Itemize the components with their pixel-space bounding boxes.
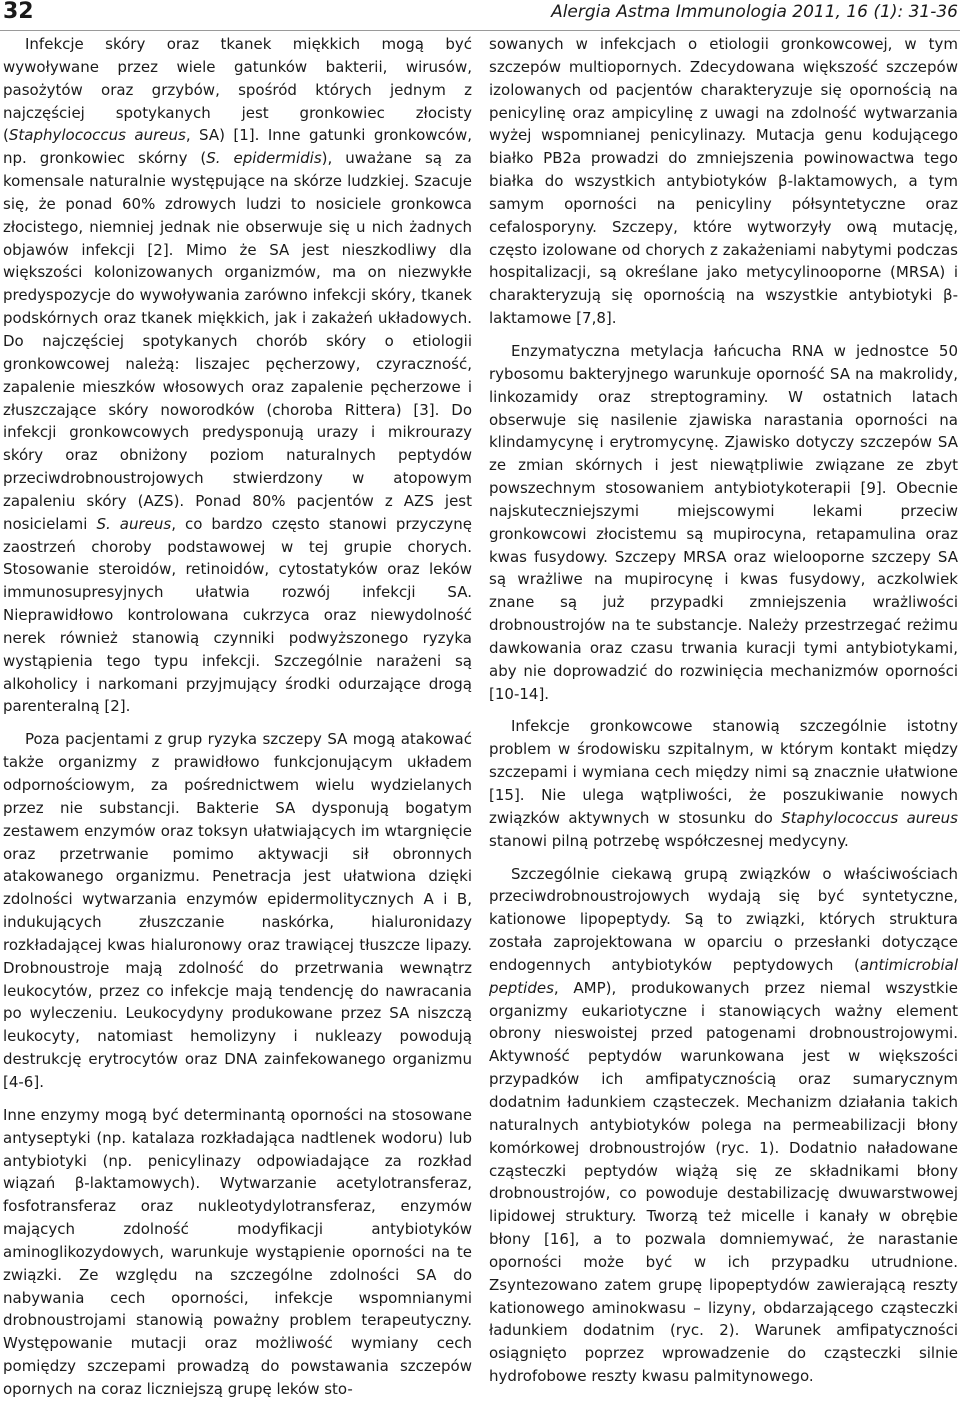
text-run: ), uważane są za komensale naturalnie występujące na skórze ludzkiej. Szacuje się, że ponad 60% zdrowych ludzi to nosiciele gronkowca złocistego, niemniej jednak nie obserwuje się u nich żadnych objawów infekcji [2]. Mimo że SA jest nieszkodliwy dla większości kolonizowanych organizmów, ma on niezwykłe predyspozycje do wywoływania zarówno infekcji skóry, tkanek podskórnych oraz tkanek miękkich, jak i zakażeń układowych. Do najczęściej spotykanych chorób skóry o etiologii gronkowcowej należą: liszajec pęcherzowy, czyraczność, zapalenie mieszków włosowych oraz zapalenie pęcherzowe i złuszczające skóry noworodków (choroba Rittera) [3]. Do infekcji gronkowcowych predysponują urazy i mikrourazy skóry oraz obniżony poziom naturalnych peptydów przeciwdrobnoustrojowych stwierdzony w atopowym zapaleniu skóry (AZS). Ponad 80% pacjentów z AZS jest nosicielami	[3, 149, 472, 533]
body-paragraph	[489, 33, 958, 330]
body-paragraph	[489, 340, 958, 706]
page-number: 32	[3, 0, 34, 24]
right-column	[489, 33, 958, 1386]
text-run: , co bardzo często stanowi przyczynę zaostrzeń choroby podstawowej w tej grupie chorych. Stosowanie steroidów, retinoidów, cytostatyków oraz leków immunosupresyjnych ułatwia rozwój infekcji SA. Nieprawidłowo kontrolowana cukrzyca oraz niewydolność nerek również stanowią czynniki podwyższonego ryzyka wystąpienia tego typu infekcji. Szczególnie narażeni są alkoholicy i narkomani przyjmujący środki odurzające drogą parenteralną [2].	[3, 514, 473, 716]
body-paragraph	[489, 715, 958, 852]
italic-term: S. epidermidis	[206, 149, 322, 168]
italic-term: Staphylococcus aureus	[8, 126, 186, 145]
text-run: Infekcje skóry oraz tkanek miękkich mogą być wywoływane przez wiele gatunków bakterii, wirusów, pasożytów oraz grzybów, spośród których jednym z najczęściej spotykanych jest gronkowiec złocisty (	[3, 35, 472, 145]
body-paragraph	[3, 1104, 472, 1401]
text-run: Szczególnie ciekawą grupą związków o właściwościach przeciwdrobnoustrojowych wydają się być syntetyczne, kationowe lipopeptydy. Są to związki, których struktura została zaprojektowana w oparciu o przesłanki dotyczące endogennych antybiotyków peptydowych (	[489, 864, 958, 974]
journal-citation: Alergia Astma Immunologia 2011, 16 (1): 31-36	[551, 2, 958, 22]
body-paragraph	[3, 728, 472, 1094]
left-column	[3, 33, 473, 1398]
text-run: Infekcje gronkowcowe stanowią szczególnie istotny problem w środowisku szpitalnym, w którym kontakt między szczepami i wymiana cech między nimi są znacznie ułatwione [15]. Nie ulega wątpliwości, że poszukiwanie nowych związków aktywnych w stosunku do	[489, 717, 958, 827]
text-run: , SA) [1]. Inne gatunki gronkowców, np. gronkowiec skórny (	[3, 126, 472, 168]
page-header	[0, 0, 960, 31]
text-run: , AMP), produkowanych przez niemal wszystkie organizmy eukariotyczne i stanowiących ważny element obrony nieswoistej przed patogenami drobnoustrojowymi. Aktywność peptydów warunkowana jest w większości przypadków ich amfipatycznością oraz sumarycznym dodatnim ładunkiem cząsteczek. Mechanizm działania takich naturalnych antybiotyków polega na permeabilizacji błony komórkowej drobnoustrojów (ryc. 1). Dodatnio naładowane cząsteczki peptydów wiążą się ze składnikami błony drobnoustrojów, co powoduje destabilizację dwuwarstwowej lipidowej struktury. Tworzą też micelle i kanały w obrębie błony [16], a to pozwala domniemywać, że narastanie oporności może być w ich przypadku utrudnione. Zsyntezowano zatem grupę lipopeptydów zawierającą reszty kationowego aminokwasu – lizyny, obdarzającego cząsteczki ładunkiem dodatnim (ryc. 2). Warunek amfipatyczności osiągnięto poprzez wprowadzenie do cząsteczki silnie hydrofobowe reszty kwasu palmitynowego.	[489, 978, 958, 1386]
italic-term: antimicrobial peptides	[489, 955, 958, 997]
text-run: stanowi pilną potrzebę współczesnej medycyny.	[489, 831, 849, 850]
italic-term: Staphylococcus aureus	[781, 808, 958, 827]
italic-term: S. aureus	[96, 514, 172, 533]
body-paragraph	[489, 863, 958, 1388]
text-run: sowanych w infekcjach o etiologii gronkowcowej, w tym szczepów multiopornych. Zdecydowana większość szczepów izolowanych od pacjentów charakteryzuje się opornością na penicylinę oraz ampicylinę z uwagi na zdolność wytwarzania wyżej wspomnianej penicylinazy. Mutacja genu kodującego białko PB2a prowadzi do zmniejszenia powinowactwa tego białka do wszystkich antybiotyków β-laktamowych, a tym samym oporności na penicyliny półsyntetyczne oraz cefalosporyny. Szczepy, które wytworzyły ową mutację, często izolowane od chorych z zakażeniami nabytymi podczas hospitalizacji, są określane jako metycylinooporne (MRSA) i charakteryzują się opornością na wszystkie antybiotyki β-laktamowe [7,8].	[489, 35, 958, 328]
text-run: Poza pacjentami z grup ryzyka szczepy SA mogą atakować także organizmy z prawidłowo funkcjonującym układem odpornościowym, za pośrednictwem wielu wydzielanych przez nie substancji. Bakterie SA dysponują bogatym zestawem enzymów oraz toksyn ułatwiających im wtargnięcie oraz przetrwanie pomimo aktywacji sił obronnych atakowanego organizmu. Penetracja jest ułatwiona dzięki zdolności wytwarzania enzymów epidermolitycznych A i B, indukujących złuszczanie naskórka, hialuronidazy rozkładającej kwas hialuronowy oraz trawiącej tłuszcze lipazy. Drobnoustroje mają zdolność do przetrwania wewnątrz leukocytów, przez co infekcje mają tendencję do nawracania po wyleczeniu. Leukocydyny produkowane przez SA niszczą leukocyty, natomiast hemolizyny i nukleazy powodują destrukcję erytrocytów oraz DNA zainfekowanego organizmu [4-6].	[3, 730, 472, 1091]
body-paragraph	[3, 33, 472, 718]
text-run: Inne enzymy mogą być determinantą oporności na stosowane antyseptyki (np. katalaza rozkładająca nadtlenek wodoru) lub antybiotyki (np. penicylinazy odpowiadające za rozkład wiązań β-laktamowych). Wytwarzanie acetylotransferaz, fosfotransferaz oraz nukleotydylotransferaz, enzymów mających zdolność modyfikacji antybiotyków aminoglikozydowych, warunkuje wystąpienie oporności na te związki. Ze względu na szczególne zdolności SA do nabywania cech oporności, infekcje wspomnianymi drobnoustrojami stanowią poważny problem terapeutyczny. Występowanie mutacji oraz możliwość wymiany cech pomiędzy szczepami prowadzą do powstawania szczepów opornych na coraz liczniejszą grupę leków sto-	[3, 1105, 472, 1398]
text-run: Enzymatyczna metylacja łańcucha RNA w jednostce 50 rybosomu bakteryjnego warunkuje oporność SA na makrolidy, linkozamidy oraz streptograminy. W ostatnich latach obserwuje się nasilenie zjawiska narastania oporności na klindamycynę i erytromycynę. Zjawisko dotyczy szczepów SA ze zmian skórnych i jest niewątpliwie związane ze zbyt powszechnym stosowaniem antybiotykoterapii [9]. Obecnie najskuteczniejszymi miejscowymi lekami przeciw gronkowcowi złocistemu są mupirocyna, retapamulina oraz kwas fusydowy. Szczepy MRSA oraz wielooporne szczepy SA są wrażliwe na mupirocynę i kwas fusydowy, aczkolwiek znane są już przypadki zmniejszenia wrażliwości drobnoustrojów na te substancje. Należy przestrzegać reżimu dawkowania oraz czasu trwania kuracji tymi antybiotykami, aby nie doprowadzić do rozwinięcia mechanizmów oporności [10-14].	[489, 341, 958, 703]
